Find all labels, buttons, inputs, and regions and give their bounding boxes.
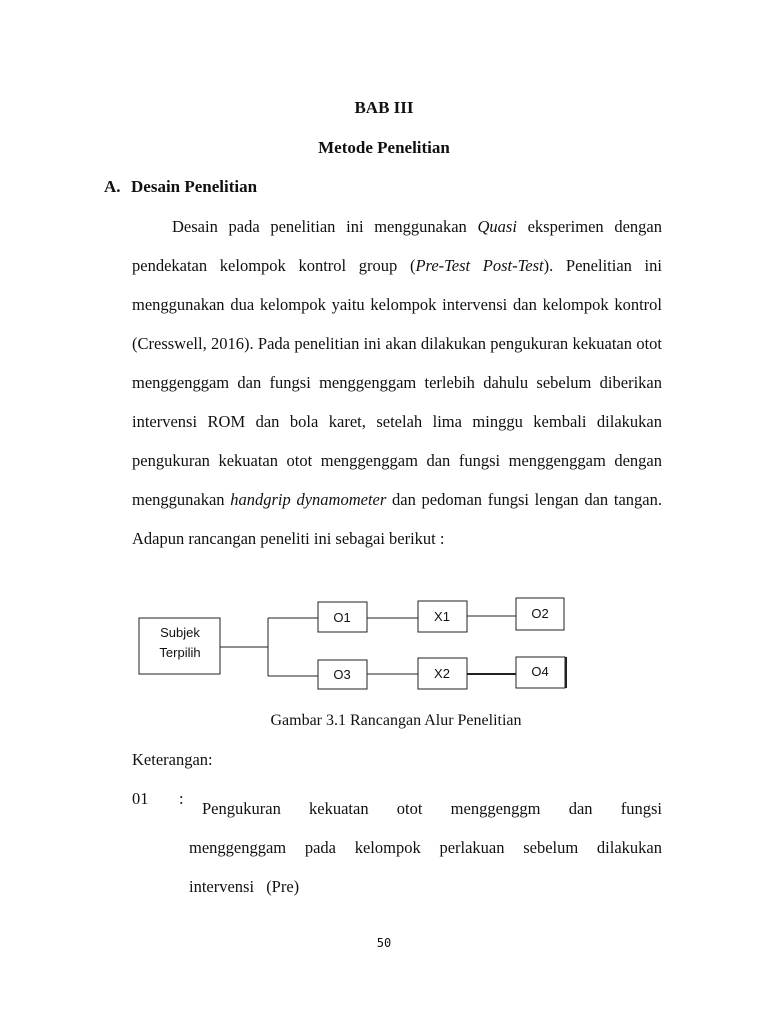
o1-box — [318, 602, 367, 632]
research-flow-diagram — [0, 590, 768, 700]
subject-box — [139, 618, 220, 674]
legend-separator: : — [179, 789, 184, 808]
x1-box — [418, 601, 467, 632]
x2-box — [418, 658, 467, 689]
paragraph-part-3: ). Penelitian ini menggunakan dua kelompok yaitu kelompok intervensi dan kelompok kontrol (Cresswell, 2016). Pada penelitian ini akan dilakukan pengukuran kekuatan otot menggenggam dan fungsi menggenggam terlebih dahulu sebelum diberikan intervensi ROM dan bola karet, setelah lima minggu kembali dilakukan pengukuran kekuatan otot menggenggam dan fungsi menggenggam dengan menggunakan — [132, 256, 662, 509]
x2-label: X2 — [434, 666, 450, 681]
section-heading — [104, 177, 257, 197]
section-title: Desain Penelitian — [131, 177, 258, 196]
legend-code: 01 — [132, 789, 149, 808]
figure-caption: Gambar 3.1 Rancangan Alur Penelitian — [270, 712, 522, 729]
paragraph-term-quasi: Quasi — [477, 217, 517, 236]
o4-box — [516, 657, 566, 688]
chapter-title: Metode Penelitian — [318, 138, 450, 157]
o2-box — [516, 598, 564, 630]
o3-label: O3 — [333, 667, 351, 682]
paragraph-part-2: eksperimen dengan pendekatan kelompok kontrol group ( — [132, 217, 663, 275]
paragraph-term-design: Pre-Test Post-Test — [415, 256, 544, 275]
o3-box — [318, 660, 367, 689]
notes-heading: Keterangan: — [132, 750, 213, 769]
x1-label: X1 — [434, 609, 450, 624]
body-paragraph — [132, 207, 662, 558]
o4-label: O4 — [531, 664, 549, 679]
section-marker: A. — [104, 177, 121, 196]
o1-label: O1 — [333, 610, 351, 625]
subject-label-line-2: Terpilih — [159, 645, 201, 660]
paragraph-part-1: Desain pada penelitian ini menggunakan — [172, 217, 478, 236]
o2-label: O2 — [531, 606, 549, 621]
paragraph-term-instrument: handgrip dynamometer — [230, 490, 387, 509]
chapter-number: BAB III — [354, 98, 414, 117]
page-number: 50 — [376, 936, 392, 950]
connector-lines — [220, 616, 516, 676]
paragraph-part-4: dan pedoman fungsi lengan dan tangan. Adapun rancangan peneliti ini sebagai berikut : — [132, 490, 662, 548]
legend-text: Pengukuran kekuatan otot menggenggm dan fungsi menggenggam pada kelompok perlakuan sebelum dilakukan intervensi (Pre) — [189, 799, 662, 896]
subject-label-line-1: Subjek — [160, 625, 200, 640]
